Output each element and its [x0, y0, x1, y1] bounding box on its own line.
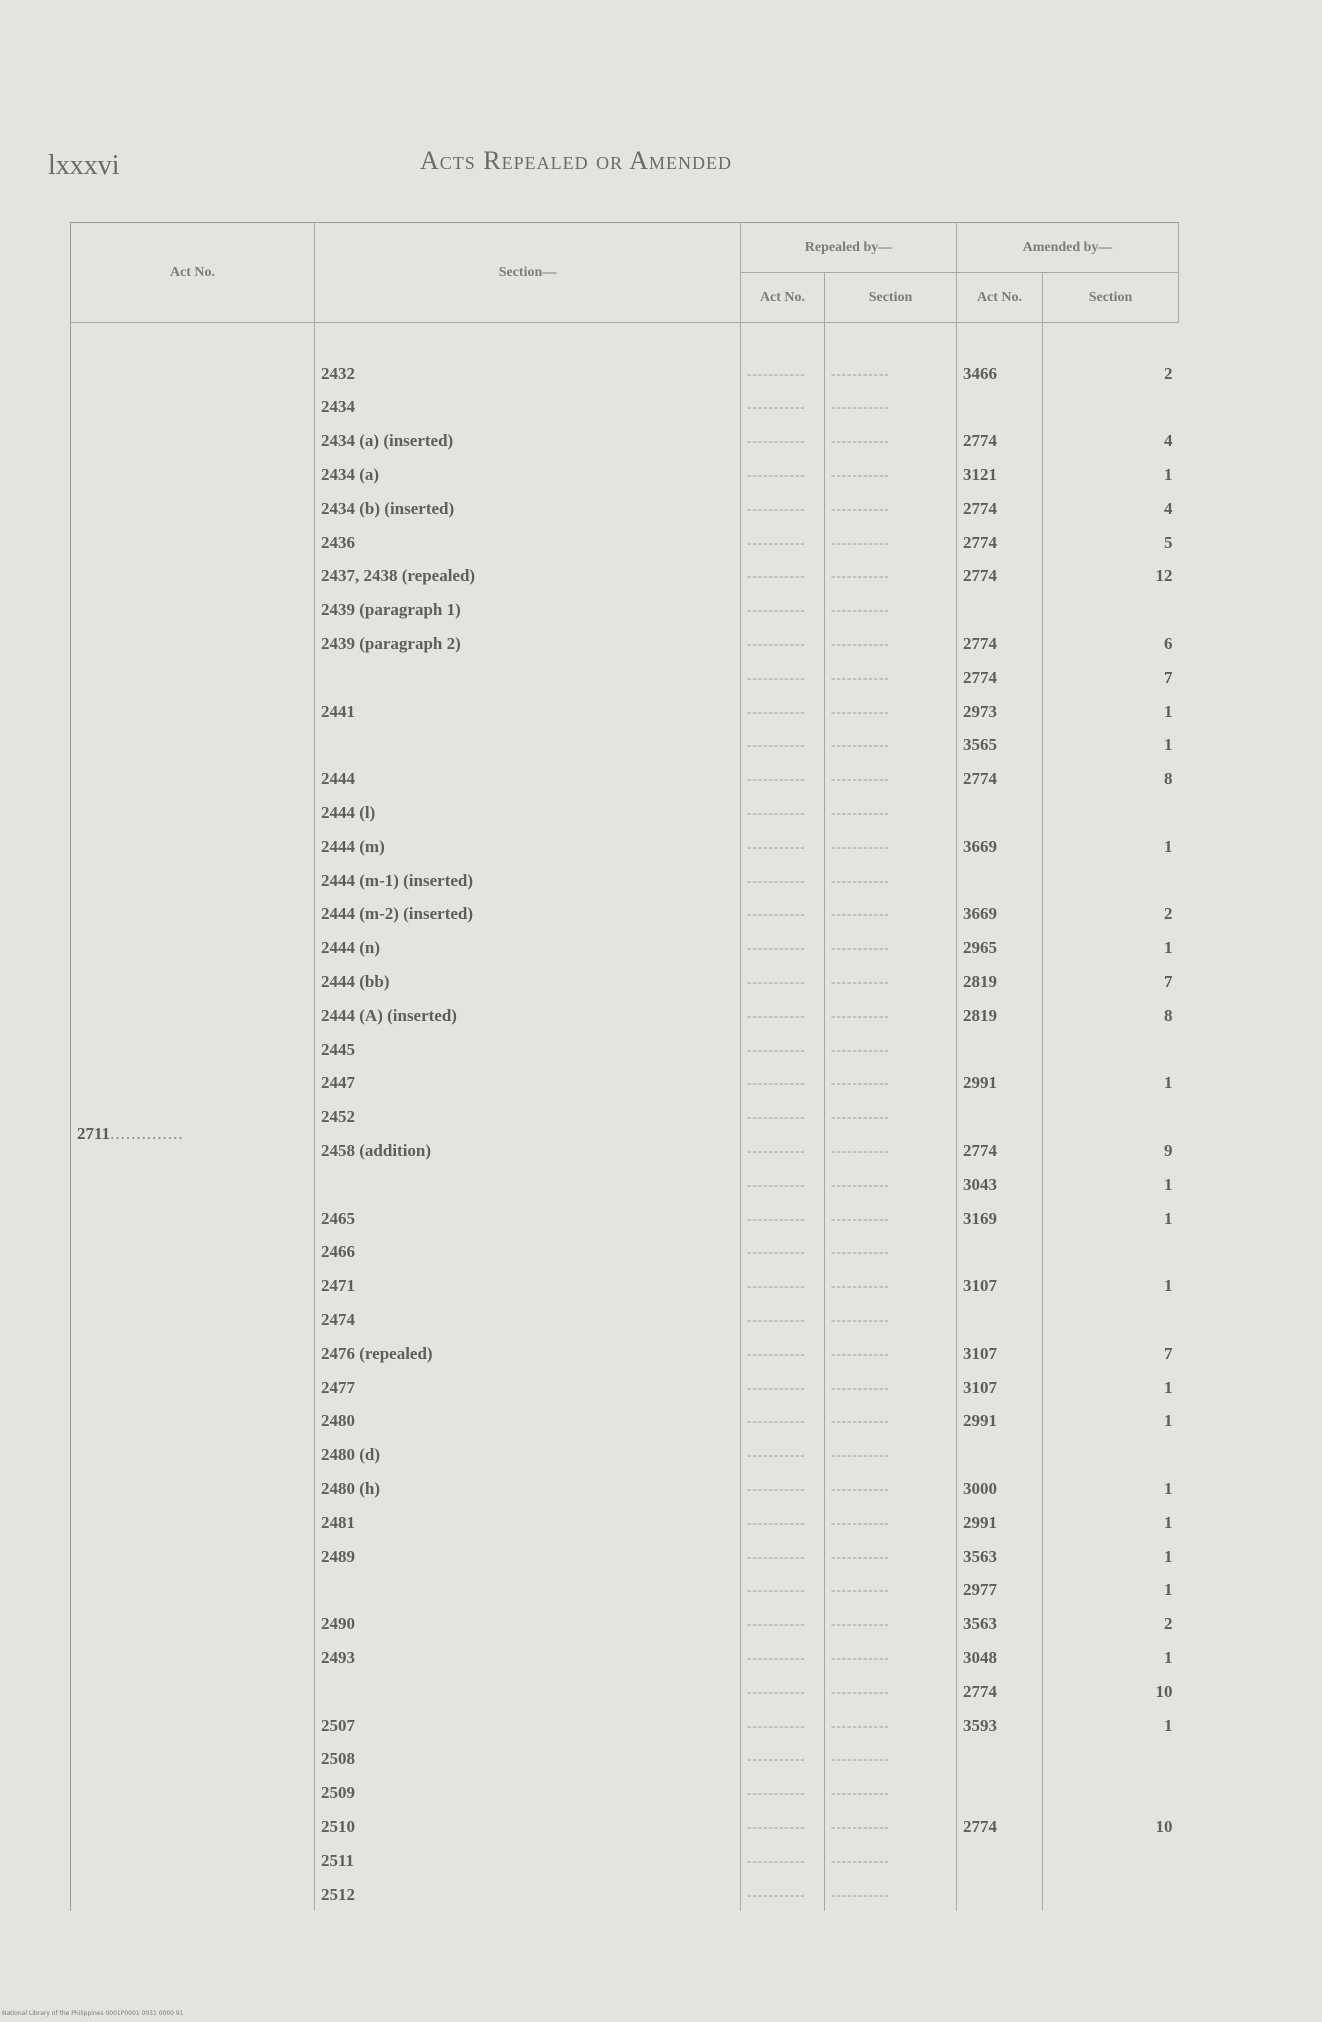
section-cell: 2437, 2438 (repealed) [315, 560, 741, 594]
repealed-section-cell: ----------- [825, 1607, 957, 1641]
repealed-act-cell: ----------- [741, 424, 825, 458]
section-cell: 2444 (m-1) (inserted) [315, 864, 741, 898]
amended-act-cell: 2819 [957, 965, 1043, 999]
repealed-section-cell: ----------- [825, 864, 957, 898]
amended-act-cell: 3048 [957, 1641, 1043, 1675]
repealed-section-cell: ----------- [825, 1236, 957, 1270]
repealed-section-cell: ----------- [825, 1134, 957, 1168]
section-cell: 2476 (repealed) [315, 1337, 741, 1371]
repealed-section-cell: ----------- [825, 999, 957, 1033]
amended-act-cell [957, 1776, 1043, 1810]
amended-section-cell [1043, 1844, 1179, 1878]
repealed-section-cell: ----------- [825, 1405, 957, 1439]
repealed-section-cell: ----------- [825, 1810, 957, 1844]
repealed-act-cell: ----------- [741, 1438, 825, 1472]
repealed-act-cell: ----------- [741, 762, 825, 796]
repealed-section-cell: ----------- [825, 1303, 957, 1337]
section-cell: 2434 (b) (inserted) [315, 492, 741, 526]
repealed-section-cell: ----------- [825, 1675, 957, 1709]
amended-section-cell: 1 [1164, 1478, 1173, 1498]
repealed-act-cell: ----------- [741, 1742, 825, 1776]
section-cell: 2439 (paragraph 1) [315, 593, 741, 627]
section-cell: 2480 (d) [315, 1438, 741, 1472]
acts-table [70, 222, 1179, 1911]
repealed-act-cell: ----------- [741, 999, 825, 1033]
amended-act-cell: 2991 [957, 1405, 1043, 1439]
section-cell [315, 1573, 741, 1607]
header-act-no: Act No. [71, 223, 315, 323]
amended-act-cell [957, 1438, 1043, 1472]
repealed-section-cell: ----------- [825, 1168, 957, 1202]
section-cell: 2444 (A) (inserted) [315, 999, 741, 1033]
repealed-section-cell: ----------- [825, 762, 957, 796]
repealed-section-cell: ----------- [825, 1742, 957, 1776]
repealed-section-cell: ----------- [825, 1337, 957, 1371]
amended-section-cell: 6 [1164, 634, 1173, 654]
section-cell: 2445 [315, 1033, 741, 1067]
spacer-row [71, 323, 1179, 357]
section-cell: 2444 (bb) [315, 965, 741, 999]
repealed-act-cell: ----------- [741, 1337, 825, 1371]
repealed-section-cell: ----------- [825, 1540, 957, 1574]
repealed-act-cell: ----------- [741, 1168, 825, 1202]
repealed-section-cell: ----------- [825, 1641, 957, 1675]
repealed-act-cell: ----------- [741, 627, 825, 661]
repealed-act-cell: ----------- [741, 1540, 825, 1574]
section-cell: 2444 (m) [315, 830, 741, 864]
amended-act-cell: 2774 [957, 1675, 1043, 1709]
section-cell: 2490 [315, 1607, 741, 1641]
amended-section-cell: 1 [1164, 836, 1173, 856]
section-cell: 2465 [315, 1202, 741, 1236]
section-cell [315, 1168, 741, 1202]
section-cell: 2452 [315, 1100, 741, 1134]
subheader-amended-act-no: Act No. [957, 273, 1043, 323]
amended-act-cell: 2774 [957, 627, 1043, 661]
repealed-act-cell: ----------- [741, 1371, 825, 1405]
header-row [71, 223, 1179, 273]
repealed-act-cell: ----------- [741, 729, 825, 763]
repealed-act-cell: ----------- [741, 931, 825, 965]
amended-section-cell: 8 [1164, 769, 1173, 789]
repealed-section-cell: ----------- [825, 492, 957, 526]
amended-section-cell [1043, 1438, 1179, 1472]
section-cell: 2436 [315, 526, 741, 560]
repealed-act-cell: ----------- [741, 593, 825, 627]
amended-act-cell: 2774 [957, 560, 1043, 594]
section-cell: 2507 [315, 1709, 741, 1743]
section-cell: 2474 [315, 1303, 741, 1337]
repealed-section-cell: ----------- [825, 391, 957, 425]
repealed-section-cell: ----------- [825, 1844, 957, 1878]
section-cell: 2444 (m-2) (inserted) [315, 898, 741, 932]
repealed-act-cell: ----------- [741, 1573, 825, 1607]
repealed-act-cell: ----------- [741, 458, 825, 492]
amended-act-cell: 3593 [957, 1709, 1043, 1743]
amended-act-cell: 2774 [957, 1134, 1043, 1168]
amended-act-cell: 3669 [957, 830, 1043, 864]
repealed-section-cell: ----------- [825, 526, 957, 560]
repealed-act-cell: ----------- [741, 1776, 825, 1810]
repealed-act-cell: ----------- [741, 1405, 825, 1439]
repealed-act-cell: ----------- [741, 965, 825, 999]
repealed-act-cell: ----------- [741, 661, 825, 695]
page-number: lxxxvi [48, 150, 120, 181]
repealed-act-cell: ----------- [741, 1506, 825, 1540]
amended-section-cell [1043, 796, 1179, 830]
section-cell: 2511 [315, 1844, 741, 1878]
repealed-section-cell: ----------- [825, 1033, 957, 1067]
amended-section-cell [1043, 1100, 1179, 1134]
repealed-section-cell: ----------- [825, 931, 957, 965]
amended-act-cell: 3107 [957, 1337, 1043, 1371]
header-section: Section— [315, 223, 741, 323]
amended-section-cell [1043, 391, 1179, 425]
act-leader-dots: .............. [110, 1124, 184, 1144]
section-cell: 2447 [315, 1067, 741, 1101]
subheader-repealed-section: Section [825, 273, 957, 323]
repealed-act-cell: ----------- [741, 1810, 825, 1844]
repealed-act-cell: ----------- [741, 1269, 825, 1303]
amended-act-cell: 3000 [957, 1472, 1043, 1506]
table-row [71, 357, 1179, 391]
section-cell: 2439 (paragraph 2) [315, 627, 741, 661]
repealed-section-cell: ----------- [825, 1709, 957, 1743]
repealed-act-cell: ----------- [741, 1878, 825, 1912]
section-cell: 2489 [315, 1540, 741, 1574]
repealed-section-cell: ----------- [825, 695, 957, 729]
section-cell: 2510 [315, 1810, 741, 1844]
repealed-section-cell: ----------- [825, 1202, 957, 1236]
amended-act-cell: 3121 [957, 458, 1043, 492]
subheader-amended-section: Section [1043, 273, 1179, 323]
repealed-section-cell: ----------- [825, 458, 957, 492]
amended-section-cell [1043, 864, 1179, 898]
repealed-section-cell: ----------- [825, 1472, 957, 1506]
amended-section-cell: 4 [1164, 498, 1173, 518]
amended-section-cell: 1 [1164, 1647, 1173, 1667]
amended-section-cell: 1 [1164, 1411, 1173, 1431]
section-cell: 2441 [315, 695, 741, 729]
repealed-act-cell: ----------- [741, 1202, 825, 1236]
repealed-section-cell: ----------- [825, 1878, 957, 1912]
amended-section-cell: 12 [1155, 566, 1173, 586]
repealed-section-cell: ----------- [825, 424, 957, 458]
amended-act-cell [957, 1100, 1043, 1134]
amended-act-cell: 3107 [957, 1371, 1043, 1405]
repealed-act-cell: ----------- [741, 526, 825, 560]
section-cell: 2458 (addition) [315, 1134, 741, 1168]
amended-section-cell: 1 [1164, 465, 1173, 485]
footer-credit: National Library of the Philippines 0001P0001 0031 0000 91 [2, 2010, 184, 2017]
section-cell: 2444 [315, 762, 741, 796]
amended-act-cell [957, 796, 1043, 830]
repealed-act-cell: ----------- [741, 1067, 825, 1101]
repealed-act-cell: ----------- [741, 796, 825, 830]
repealed-act-cell: ----------- [741, 1709, 825, 1743]
repealed-section-cell: ----------- [825, 593, 957, 627]
amended-act-cell: 2991 [957, 1506, 1043, 1540]
repealed-section-cell: ----------- [825, 1269, 957, 1303]
repealed-act-cell: ----------- [741, 1100, 825, 1134]
repealed-act-cell: ----------- [741, 1303, 825, 1337]
section-cell: 2434 [315, 391, 741, 425]
amended-section-cell [1043, 1033, 1179, 1067]
section-cell [315, 729, 741, 763]
repealed-act-cell: ----------- [741, 1641, 825, 1675]
amended-section-cell [1043, 593, 1179, 627]
section-cell: 2444 (n) [315, 931, 741, 965]
amended-act-cell [957, 1303, 1043, 1337]
repealed-act-cell: ----------- [741, 1236, 825, 1270]
amended-act-cell: 2774 [957, 1810, 1043, 1844]
amended-act-cell: 2965 [957, 931, 1043, 965]
section-cell: 2480 [315, 1405, 741, 1439]
amended-section-cell: 1 [1164, 1546, 1173, 1566]
repealed-section-cell: ----------- [825, 1573, 957, 1607]
repealed-section-cell: ----------- [825, 661, 957, 695]
section-cell: 2432 [315, 357, 741, 391]
repealed-act-cell: ----------- [741, 830, 825, 864]
amended-section-cell: 7 [1164, 667, 1173, 687]
amended-section-cell: 4 [1164, 431, 1173, 451]
amended-section-cell: 2 [1164, 1614, 1173, 1634]
amended-section-cell: 1 [1164, 1580, 1173, 1600]
amended-act-cell: 3043 [957, 1168, 1043, 1202]
amended-act-cell: 2774 [957, 526, 1043, 560]
amended-section-cell: 1 [1164, 1512, 1173, 1532]
section-cell: 2466 [315, 1236, 741, 1270]
act-number-cell [71, 357, 315, 1912]
repealed-section-cell: ----------- [825, 560, 957, 594]
repealed-act-cell: ----------- [741, 898, 825, 932]
amended-section-cell: 2 [1164, 363, 1173, 383]
amended-section-cell [1043, 1776, 1179, 1810]
amended-section-cell: 8 [1164, 1005, 1173, 1025]
repealed-act-cell: ----------- [741, 864, 825, 898]
amended-section-cell: 1 [1164, 1276, 1173, 1296]
repealed-act-cell: ----------- [741, 492, 825, 526]
amended-act-cell: 3466 [957, 357, 1043, 391]
repealed-act-cell: ----------- [741, 1675, 825, 1709]
amended-section-cell: 1 [1164, 1174, 1173, 1194]
amended-act-cell [957, 593, 1043, 627]
amended-act-cell [957, 1742, 1043, 1776]
header-repealed-by: Repealed by— [741, 223, 957, 273]
repealed-section-cell: ----------- [825, 1371, 957, 1405]
amended-section-cell: 1 [1164, 1377, 1173, 1397]
amended-act-cell: 2977 [957, 1573, 1043, 1607]
amended-act-cell: 2973 [957, 695, 1043, 729]
amended-act-cell [957, 1878, 1043, 1912]
amended-act-cell: 2774 [957, 424, 1043, 458]
repealed-section-cell: ----------- [825, 357, 957, 391]
amended-act-cell: 3563 [957, 1607, 1043, 1641]
section-cell: 2509 [315, 1776, 741, 1810]
amended-section-cell [1043, 1236, 1179, 1270]
section-cell: 2434 (a) [315, 458, 741, 492]
amended-act-cell: 2774 [957, 492, 1043, 526]
amended-act-cell [957, 864, 1043, 898]
section-cell: 2512 [315, 1878, 741, 1912]
repealed-act-cell: ----------- [741, 1607, 825, 1641]
repealed-section-cell: ----------- [825, 796, 957, 830]
section-cell: 2481 [315, 1506, 741, 1540]
amended-section-cell: 1 [1164, 1073, 1173, 1093]
repealed-section-cell: ----------- [825, 965, 957, 999]
section-cell: 2508 [315, 1742, 741, 1776]
subheader-repealed-act-no: Act No. [741, 273, 825, 323]
amended-act-cell [957, 391, 1043, 425]
repealed-section-cell: ----------- [825, 898, 957, 932]
amended-section-cell: 1 [1164, 1208, 1173, 1228]
amended-section-cell: 2 [1164, 904, 1173, 924]
repealed-act-cell: ----------- [741, 560, 825, 594]
repealed-act-cell: ----------- [741, 1134, 825, 1168]
amended-act-cell: 3107 [957, 1269, 1043, 1303]
repealed-section-cell: ----------- [825, 1438, 957, 1472]
amended-act-cell: 2819 [957, 999, 1043, 1033]
amended-section-cell: 10 [1155, 1816, 1173, 1836]
repealed-section-cell: ----------- [825, 1776, 957, 1810]
amended-act-cell: 2774 [957, 762, 1043, 796]
act-number: 2711 [77, 1124, 111, 1144]
page-title: Acts Repealed or Amended [420, 146, 732, 175]
amended-section-cell: 7 [1164, 972, 1173, 992]
amended-section-cell [1043, 1742, 1179, 1776]
repealed-act-cell: ----------- [741, 1033, 825, 1067]
amended-act-cell: 2774 [957, 661, 1043, 695]
table-body [71, 323, 1179, 1912]
repealed-section-cell: ----------- [825, 729, 957, 763]
amended-section-cell: 9 [1164, 1141, 1173, 1161]
amended-act-cell: 2991 [957, 1067, 1043, 1101]
amended-section-cell: 1 [1164, 735, 1173, 755]
repealed-section-cell: ----------- [825, 830, 957, 864]
amended-act-cell: 3563 [957, 1540, 1043, 1574]
repealed-act-cell: ----------- [741, 695, 825, 729]
repealed-act-cell: ----------- [741, 1844, 825, 1878]
repealed-act-cell: ----------- [741, 1472, 825, 1506]
section-cell: 2477 [315, 1371, 741, 1405]
section-cell [315, 1675, 741, 1709]
amended-act-cell [957, 1844, 1043, 1878]
section-cell [315, 661, 741, 695]
amended-section-cell: 1 [1164, 938, 1173, 958]
repealed-section-cell: ----------- [825, 1100, 957, 1134]
amended-section-cell: 5 [1164, 532, 1173, 552]
amended-act-cell: 3169 [957, 1202, 1043, 1236]
repealed-section-cell: ----------- [825, 1067, 957, 1101]
repealed-act-cell: ----------- [741, 357, 825, 391]
section-cell: 2480 (h) [315, 1472, 741, 1506]
amended-section-cell [1043, 1303, 1179, 1337]
amended-act-cell: 3669 [957, 898, 1043, 932]
repealed-section-cell: ----------- [825, 1506, 957, 1540]
amended-section-cell: 1 [1164, 1715, 1173, 1735]
header-amended-by: Amended by— [957, 223, 1179, 273]
section-cell: 2434 (a) (inserted) [315, 424, 741, 458]
amended-section-cell [1043, 1878, 1179, 1912]
amended-section-cell: 7 [1164, 1343, 1173, 1363]
amended-act-cell [957, 1236, 1043, 1270]
amended-act-cell [957, 1033, 1043, 1067]
section-cell: 2471 [315, 1269, 741, 1303]
repealed-act-cell: ----------- [741, 391, 825, 425]
section-cell: 2493 [315, 1641, 741, 1675]
repealed-section-cell: ----------- [825, 627, 957, 661]
amended-section-cell: 1 [1164, 701, 1173, 721]
amended-section-cell: 10 [1155, 1681, 1173, 1701]
section-cell: 2444 (l) [315, 796, 741, 830]
amended-act-cell: 3565 [957, 729, 1043, 763]
